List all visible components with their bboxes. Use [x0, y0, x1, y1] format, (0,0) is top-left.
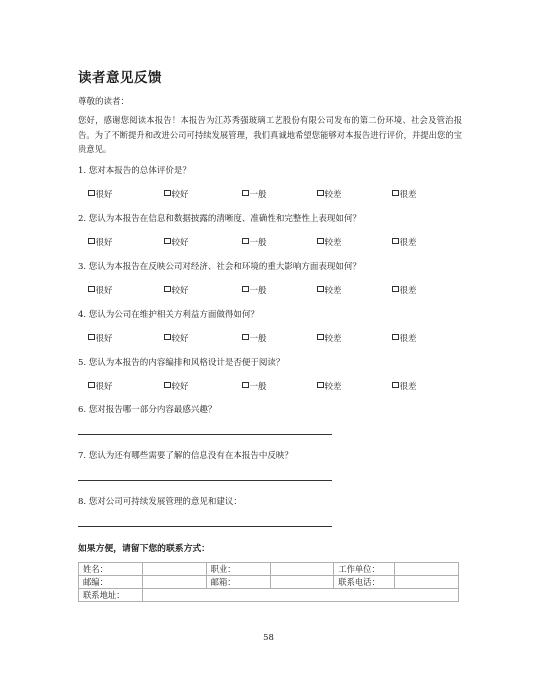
answer-line-question-7[interactable] [78, 480, 332, 481]
checkbox-icon[interactable] [242, 286, 249, 293]
option-poor[interactable]: 较差 [317, 236, 342, 248]
address-field[interactable] [142, 589, 458, 602]
page-title: 读者意见反馈 [78, 70, 162, 86]
option-very-poor[interactable]: 很差 [392, 380, 417, 392]
checkbox-icon[interactable] [242, 238, 249, 245]
checkbox-icon[interactable] [392, 334, 399, 341]
checkbox-icon[interactable] [317, 238, 324, 245]
option-average[interactable]: 一般 [242, 188, 267, 200]
phone-field[interactable] [395, 576, 459, 589]
checkbox-icon[interactable] [88, 286, 95, 293]
checkbox-icon[interactable] [242, 382, 249, 389]
checkbox-icon[interactable] [164, 334, 171, 341]
options-question-3 [88, 284, 448, 296]
option-very-good[interactable]: 很好 [88, 188, 113, 200]
contact-row [79, 563, 459, 576]
option-very-good[interactable]: 很好 [88, 332, 113, 344]
checkbox-icon[interactable] [242, 334, 249, 341]
option-very-poor[interactable]: 很差 [392, 284, 417, 296]
question-5: 5. 您认为本报告的内容编排和风格设计是否便于阅读？ [78, 358, 285, 368]
options-question-2 [88, 236, 448, 248]
contact-row [79, 576, 459, 589]
option-poor[interactable]: 较差 [317, 380, 342, 392]
option-poor[interactable]: 较差 [317, 188, 342, 200]
question-6: 6. 您对报告哪一部分内容最感兴趣？ [78, 405, 217, 415]
checkbox-icon[interactable] [317, 334, 324, 341]
contact-section-title: 如果方便，请留下您的联系方式： [78, 544, 210, 554]
checkbox-icon[interactable] [88, 382, 95, 389]
question-2: 2. 您认为本报告在信息和数据披露的清晰度、准确性和完整性上表现如何？ [78, 214, 361, 224]
checkbox-icon[interactable] [88, 334, 95, 341]
contact-row [79, 589, 459, 602]
salutation: 尊敬的读者： [78, 97, 130, 107]
contact-table [78, 562, 459, 602]
option-average[interactable]: 一般 [242, 332, 267, 344]
checkbox-icon[interactable] [392, 190, 399, 197]
answer-line-question-6[interactable] [78, 434, 332, 435]
phone-label: 联系电话： [334, 576, 395, 589]
answer-line-question-8[interactable] [78, 526, 332, 527]
option-average[interactable]: 一般 [242, 380, 267, 392]
option-poor[interactable]: 较差 [317, 284, 342, 296]
checkbox-icon[interactable] [164, 190, 171, 197]
question-1: 1. 您对本报告的总体评价是？ [78, 166, 191, 176]
occupation-field[interactable] [270, 563, 334, 576]
option-good[interactable]: 较好 [164, 284, 189, 296]
postcode-field[interactable] [142, 576, 206, 589]
address-label: 联系地址： [79, 589, 143, 602]
option-good[interactable]: 较好 [164, 332, 189, 344]
option-very-poor[interactable]: 很差 [392, 188, 417, 200]
checkbox-icon[interactable] [317, 190, 324, 197]
employer-label: 工作单位： [334, 563, 395, 576]
option-very-good[interactable]: 很好 [88, 380, 113, 392]
option-very-poor[interactable]: 很差 [392, 332, 417, 344]
option-very-good[interactable]: 很好 [88, 284, 113, 296]
option-very-poor[interactable]: 很差 [392, 236, 417, 248]
option-average[interactable]: 一般 [242, 236, 267, 248]
option-good[interactable]: 较好 [164, 188, 189, 200]
options-question-5 [88, 380, 448, 392]
option-average[interactable]: 一般 [242, 284, 267, 296]
checkbox-icon[interactable] [88, 238, 95, 245]
name-label: 姓名： [79, 563, 143, 576]
checkbox-icon[interactable] [317, 286, 324, 293]
option-very-good[interactable]: 很好 [88, 236, 113, 248]
option-poor[interactable]: 较差 [317, 332, 342, 344]
option-good[interactable]: 较好 [164, 380, 189, 392]
question-7: 7. 您认为还有哪些需要了解的信息没有在本报告中反映？ [78, 451, 293, 461]
option-good[interactable]: 较好 [164, 236, 189, 248]
intro-paragraph: 您好，感谢您阅读本报告！本报告为江苏秀强玻璃工艺股份有限公司发布的第二份环境、社会及管治报告。为了不断提升和改进公司可持续发展管理，我们真诚地希望您能够对本报告进行评价，并提出您的宝贵意见。 [78, 115, 462, 154]
postcode-label: 邮编： [79, 576, 143, 589]
checkbox-icon[interactable] [164, 238, 171, 245]
question-3: 3. 您认为本报告在反映公司对经济、社会和环境的重大影响方面表现如何？ [78, 262, 361, 272]
checkbox-icon[interactable] [164, 382, 171, 389]
page-number: 58 [263, 633, 274, 643]
email-label: 邮箱： [206, 576, 270, 589]
options-question-4 [88, 332, 448, 344]
checkbox-icon[interactable] [392, 238, 399, 245]
occupation-label: 职业： [206, 563, 270, 576]
email-field[interactable] [270, 576, 334, 589]
question-8: 8. 您对公司可持续发展管理的意见和建议： [78, 497, 242, 507]
checkbox-icon[interactable] [164, 286, 171, 293]
options-question-1 [88, 188, 448, 200]
checkbox-icon[interactable] [88, 190, 95, 197]
checkbox-icon[interactable] [317, 382, 324, 389]
checkbox-icon[interactable] [242, 190, 249, 197]
employer-field[interactable] [395, 563, 459, 576]
question-4: 4. 您认为公司在维护相关方利益方面做得如何？ [78, 310, 259, 320]
name-field[interactable] [142, 563, 206, 576]
checkbox-icon[interactable] [392, 286, 399, 293]
checkbox-icon[interactable] [392, 382, 399, 389]
